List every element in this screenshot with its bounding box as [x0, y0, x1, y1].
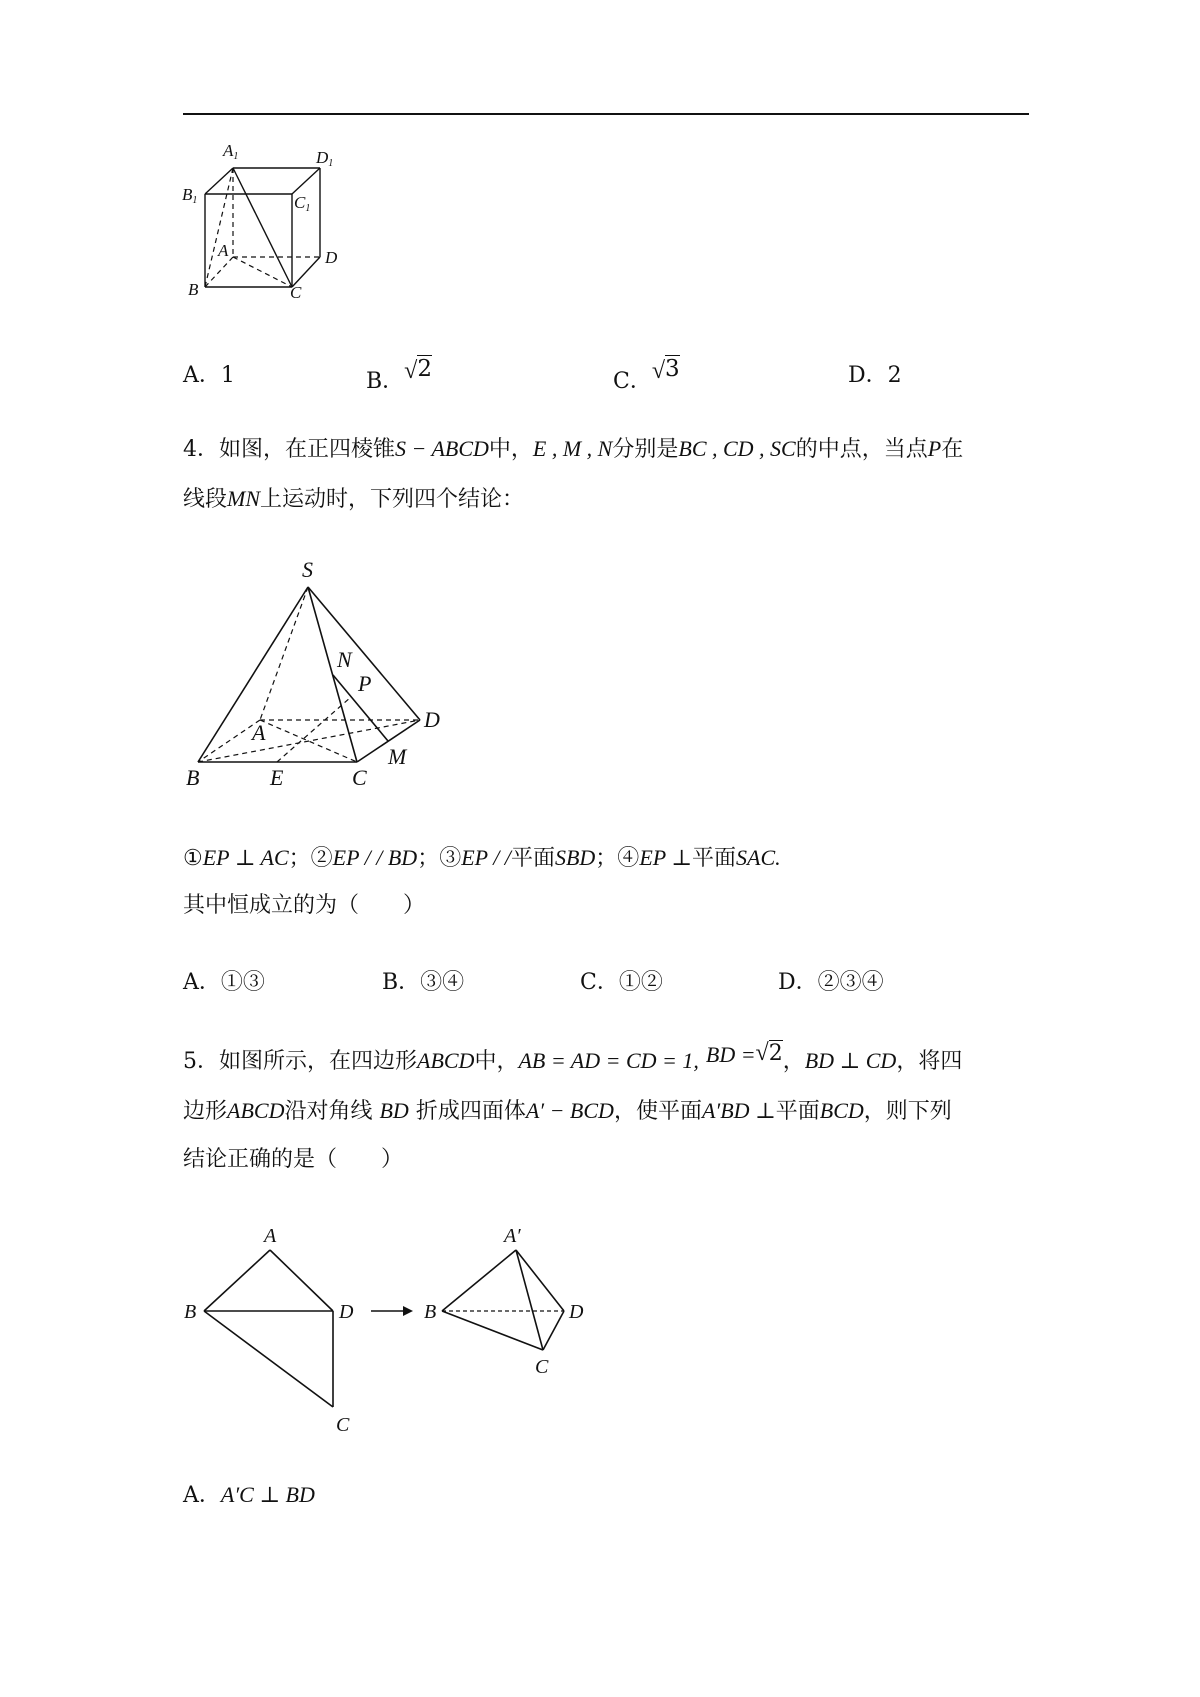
label-c: C	[352, 765, 367, 790]
label-e: E	[270, 765, 284, 790]
label-a: A	[218, 241, 229, 260]
label-d1: D1	[316, 148, 334, 169]
header-rule	[183, 113, 1029, 115]
label-a-prime: A′	[504, 1225, 521, 1247]
label-a1: A1	[223, 141, 239, 162]
label-c: C	[336, 1414, 350, 1436]
label-d: D	[424, 707, 440, 732]
q3-option-b[interactable]: B．√2	[366, 356, 432, 394]
cube-figure	[180, 140, 380, 300]
label-a: A	[252, 720, 266, 745]
label-a: A	[264, 1225, 277, 1247]
label-b1: B1	[182, 185, 198, 206]
sqrt-icon: √	[651, 358, 666, 384]
q4-line1: 4．如图，在正四棱锥S − ABCD中，E , M , N分别是BC , CD , SC的中点，当点P在	[183, 436, 964, 462]
label-b: B	[184, 1301, 197, 1323]
label-c2: C	[535, 1356, 549, 1378]
label-c: C	[290, 283, 302, 302]
q5-line2: 边形ABCD沿对角线 BD 折成四面体A′ − BCD，使平面A′BD ⊥平面BCD，则下列	[183, 1098, 952, 1124]
label-d2: D	[569, 1301, 584, 1323]
q4-option-c[interactable]: C．①②	[580, 970, 663, 995]
sqrt-icon: √	[404, 358, 418, 384]
pyramid-figure	[180, 555, 450, 795]
q4-line2: 线段MN上运动时，下列四个结论：	[183, 486, 525, 512]
q5-line1: 5．如图所示，在四边形ABCD中，AB = AD = CD = 1, BD =√2，BD ⊥ CD，将四	[183, 1040, 963, 1074]
q3-option-d[interactable]: D．2	[848, 363, 902, 388]
q3-option-a[interactable]: A．1	[183, 363, 235, 388]
q4-option-a[interactable]: A．①③	[183, 970, 265, 995]
label-d: D	[325, 248, 338, 267]
q3-option-c[interactable]: C．√3	[613, 356, 680, 394]
label-b2: B	[424, 1301, 437, 1323]
q4-question: 其中恒成立的为（ ）	[183, 893, 426, 918]
q4-option-b[interactable]: B．③④	[382, 970, 465, 995]
label-s: S	[302, 557, 313, 582]
label-d: D	[339, 1301, 354, 1323]
label-c1: C1	[294, 193, 311, 214]
label-b: B	[186, 765, 200, 790]
label-b: B	[188, 280, 199, 299]
q5-line3: 结论正确的是（ ）	[183, 1147, 404, 1172]
label-n: N	[337, 647, 352, 672]
q4-conclusions: ①EP ⊥ AC；②EP / / BD；③EP / /平面SBD；④EP ⊥平面SAC.	[183, 845, 781, 871]
q5-option-a[interactable]: A．A′C ⊥ BD	[183, 1482, 315, 1508]
quadrilateral-figure	[180, 1220, 600, 1440]
label-m: M	[388, 744, 407, 769]
sqrt-icon: √	[755, 1040, 769, 1066]
label-p: P	[358, 671, 372, 696]
q4-option-d[interactable]: D．②③④	[778, 970, 884, 995]
